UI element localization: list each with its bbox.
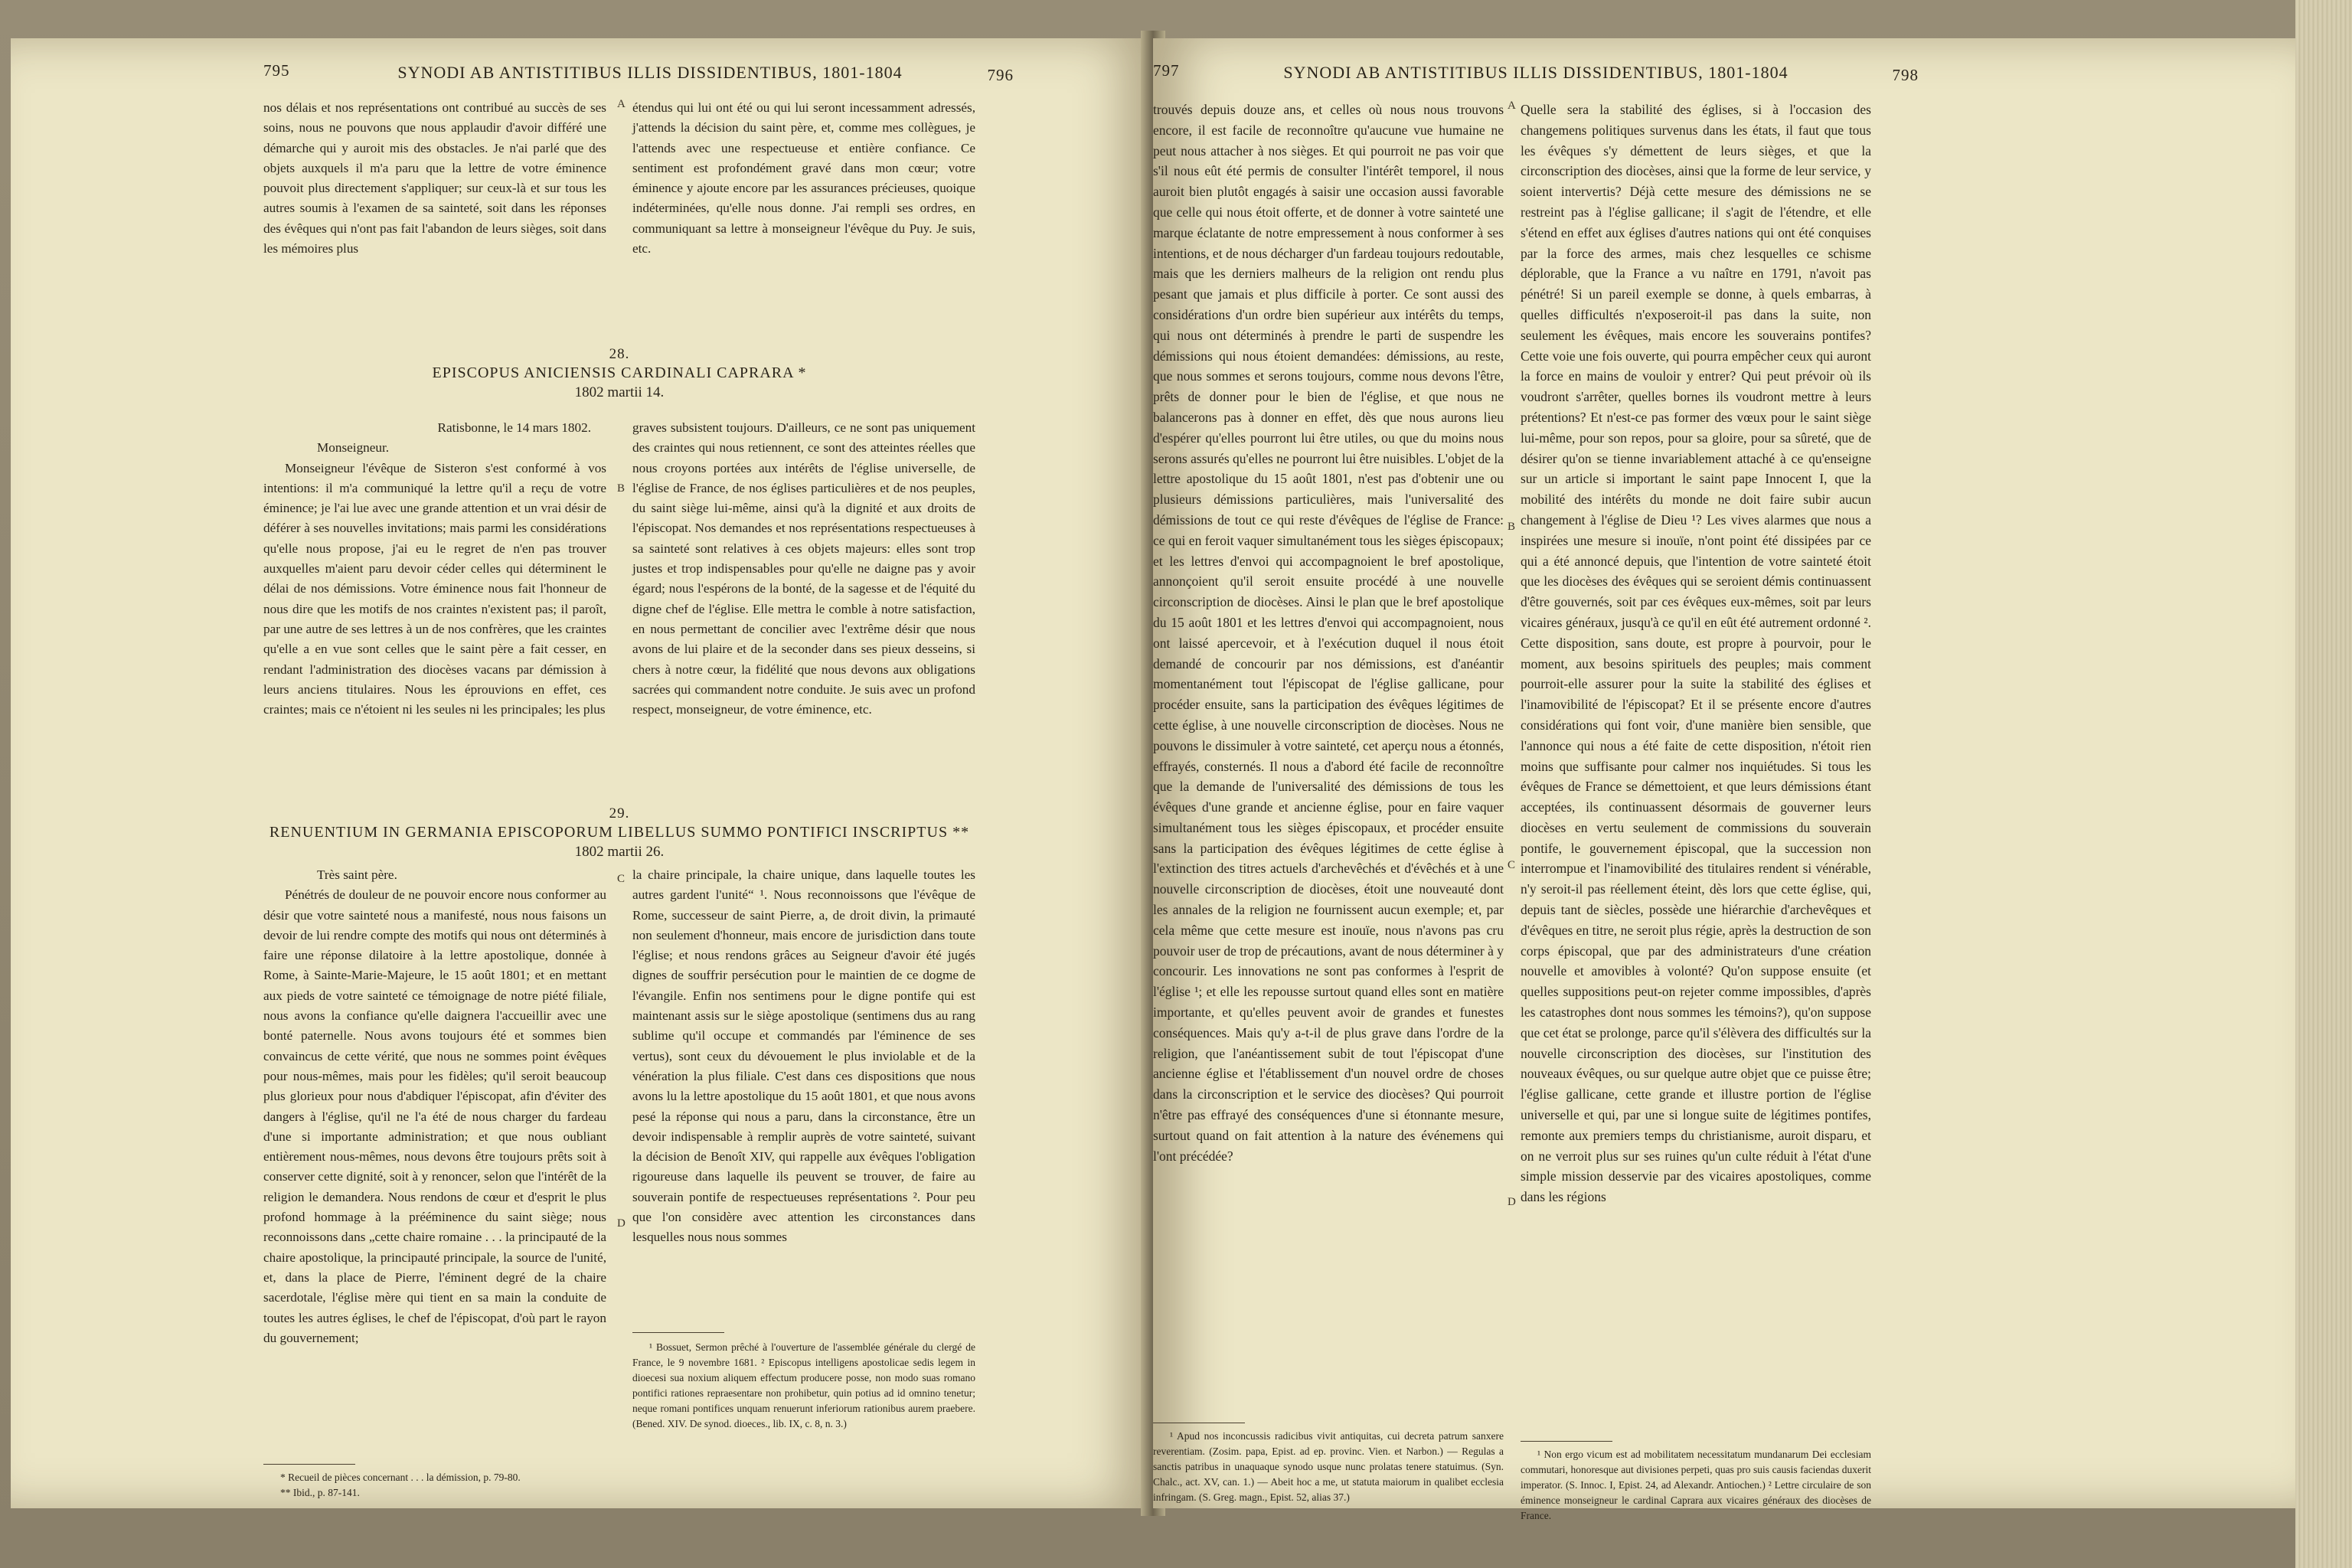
doc28-heading (263, 345, 975, 402)
doc29-salutation: Très saint père. (317, 867, 397, 882)
margin-letter-b: B (617, 482, 626, 495)
left-top-col-b (632, 98, 975, 259)
footnote: ¹ Non ergo vicum est ad mobilitatem necessitatum mundanarum Dei ecclesiam commutari, honoresque aut divisiones perpeti, quas pro suis causis faciendas duxerit imperator. (S. Innoc. I, Epist. 24, ad Alexandr. Antiochen.) ² Lettre circulaire de son éminence monseigneur le cardinal Caprara aux vicaires généraux des diocèses de France. (1521, 1449, 1871, 1521)
doc28-col-a (263, 418, 606, 720)
page-number-797: 797 (1153, 61, 1180, 80)
margin-letter-c: C (617, 873, 626, 885)
footnote-rule (632, 1332, 724, 1333)
doc28-date: 1802 martii 14. (574, 384, 665, 400)
doc29-number: 29. (609, 805, 630, 822)
doc28-place: Ratisbonne, le 14 mars 1802. (437, 420, 591, 435)
doc28-col-b (632, 418, 975, 720)
doc29-col-a (263, 865, 606, 1348)
right-running-num-right (1842, 55, 1949, 86)
footnote: ¹ Apud nos inconcussis radicibus vivit antiquitas, cui decreta patrum sanxere reverentiam. (Zosim. papa, Epist. ad ep. provinc. Vien. et Narbon.) — Regulas a sanctis patribus in unaquaque synodo usque nunc prolatas tenere statuimus. (Syn. Chalc., act. XV, can. 1.) — Abeit hoc a me, ut statuta maiorum in qualibet ecclesia infringam. (S. Greg. magn., Epist. 52, alias 37.) (1153, 1430, 1504, 1503)
left-running-title: SYNODI AB ANTISTITIBUS ILLIS DISSIDENTIBUS, 1801-1804 (397, 63, 903, 82)
margin-letter-d: D (617, 1217, 626, 1230)
right-running-title: SYNODI AB ANTISTITIBUS ILLIS DISSIDENTIBUS, 1801-1804 (1283, 63, 1788, 82)
footnote-rule (263, 1464, 355, 1465)
paragraph: Monseigneur l'évêque de Sisteron s'est conformé à vos intentions: il m'a communiqué la lettre qu'il a reçu de votre éminence; je l'ai lue avec une grande attention et un vrai désir de déférer à ses nouvelles invitations; mais parmi les considérations qu'elle nous propose, j'ai eu le regret de n'en pas trouver auxquelles m'aient paru devoir céder celles qui déterminent le délai de nos démissions. Votre éminence nous fait l'honneur de nous dire que les motifs de nos craintes n'existent pas; il paroît, par une autre de ses lettres à un de nos confrères, que les craintes qu'elle a en vue sont celles que le saint père a fait cesser, en rendant l'administration des diocèses vacans par démission à leurs anciens titulaires. Nous les éprouvions en effet, ces craintes; mais ce n'étoient ni les seules ni les principales; les plus (263, 460, 606, 717)
right-page (1153, 38, 2295, 1521)
book-page-edges (2295, 0, 2352, 1568)
page-number-796: 796 (987, 66, 1014, 84)
page-number-798: 798 (1892, 66, 1919, 84)
margin-letter-a: A (1508, 100, 1516, 112)
paragraph: la chaire principale, la chaire unique, dans laquelle toutes les autres gardent l'unité“ ¹. Nous reconnoissons que l'évêque de Rome, successeur de saint Pierre, a, de droit divin, la primauté non seulement d'honneur, mais encore de jurisdiction dans toute l'église; et nous rendons grâces au Seigneur d'avoir été jugés dignes de souffrir persécution pour le maintien de ce dogme de l'évangile. Enfin nos sentimens pour le digne pontife qui est maintenant assis sur le siège apostolique (sentimens dus au rang sublime qu'il occupe et commandés par l'éminence de ses vertus), sont ceux du dévouement le plus inviolable et de la vénération la plus filiale. C'est dans ces dispositions que nous avons lu la lettre apostolique du 15 août 1801, et que nous avons pesé la réponse qui nous a paru, dans la circonstance, être un devoir indispensable à remplir auprès de votre sainteté, suivant la décision de Benoît XIV, qui rappelle aux évêques l'obligation rigoureuse dans laquelle ils peuvent se trouver, de faire au souverain pontife de respectueuses représentations ². Pour peu que l'on considère avec attention les circonstances dans lesquelles nous nous sommes (632, 867, 975, 1245)
footnote: ** Ibid., p. 87-141. (280, 1487, 360, 1498)
left-running-title-wrap (390, 55, 910, 86)
right-footnotes-a (1153, 1429, 1504, 1505)
left-footnotes-b (632, 1340, 975, 1432)
paragraph: Quelle sera la stabilité des églises, si à l'occasion des changemens politiques survenus dans les états, il faut que tous les évêques s'y démettent de leurs sièges, et que la circonscription des diocèses, ainsi que la forme de leur service, y soient intervertis? Déjà cette mesure des démissions ne se restreint pas à l'église gallicane; il s'agit de l'étendre, et elle s'étend en effet aux églises d'autres nations qui ont été conquises par la force des armes, mais chez lesquelles ce schisme déplorable, que la France a vu naître en 1791, n'avoit pas pénétré! Si un pareil exemple se donne, à quels embarras, à quelles difficultés n'exposeroit-il pas dans la suite, non seulement les évêques, mais encore les souverains pontifes? Cette voie une fois ouverte, qui pourra empêcher ceux qui auront la force en mains de vouloir y entrer? Qui peut prévoir où ils voudront s'arrêter, quelles bornes ils voudront mettre à leurs prétentions? Et n'est-ce pas former des vœux pour le saint siège lui-même, pour son repos, pour sa gloire, pour sa sûreté, que de désirer qu'on se tienne invariablement attaché à ce qu'enseigne sur un article si important le saint pape Innocent I, que la mobilité des intérêts du monde ne doit faire subir aucun changement à l'église de Dieu ¹? Les vives alarmes que nous a inspirées une mesure si inouïe, n'ont point été dissipées par ce qui a été annoncé depuis, que l'intention de votre sainteté étoit que les diocèses des évêques qui se seroient démis continuassent d'être gouvernés, soit par ces évêques eux-mêmes, soit par leurs vicaires généraux, jusqu'à ce qu'il en eût été autrement ordonné ². Cette disposition, sans doute, est propre à pourvoir, pour le moment, aux besoins spirituels des peuples; mais comment pourroit-elle assurer pour la suite la stabilité des églises et l'inamovibilité de l'épiscopat? Et il se présente encore d'autres considérations qui font voir, d'une manière bien sensible, que l'annonce qui nous a été faite de cette disposition, n'étoit rien moins que suffisante pour calmer nos inquiétudes. Si tous les évêques de France se démettoient, et que leurs démissions étant acceptées, ils continuassent désormais de gouverner leurs diocèses en vertu seulement de commissions du souverain pontife, le gouvernement épiscopal, que la succession non interrompue et l'inamovibilité des titulaires rendent si vénérable, n'y seroit-il pas réellement éteint, dès lors que cette église, qui, depuis tant de siècles, possède une hiérarchie d'archevêques et d'évêques en titre, ne seroit plus régie, après la destruction de son corps épiscopal, que par des administrateurs d'une création nouvelle et amovibles à volonté? Qu'on suppose ensuite (et quelles suppositions peut-on rejeter comme impossibles, d'après les catastrophes dont nous sommes les témoins?), qu'on suppose que cet état se prolonge, parce qu'il s'élèvera des difficultés sur la nouvelle circonscription des diocèses, sur l'institution des nouveaux évêques, ou sur quelque autre objet que ce puisse être; l'église gallicane, cette grande et illustre portion de l'église universelle et qui, par une si longue suite de légitimes pontifes, remonte aux premiers temps du christianisme, auroit disparu, et on ne verroit plus sur ses ruines qu'un culte réduit à l'état d'une simple mission desservie par des vicaires apostoliques, comme dans les régions (1521, 102, 1871, 1205)
doc29-title: RENUENTIUM IN GERMANIA EPISCOPORUM LIBELLUS SUMMO PONTIFICI INSCRIPTUS ** (269, 824, 970, 841)
margin-letter-c: C (1508, 859, 1516, 871)
margin-letter-b: B (1508, 521, 1516, 533)
doc28-salutation: Monseigneur. (317, 440, 390, 456)
doc28-title: EPISCOPUS ANICIENSIS CARDINALI CAPRARA * (432, 364, 807, 381)
paragraph: Pénétrés de douleur de ne pouvoir encore nous conformer au désir que votre sainteté nous a manifesté, nous nous faisons un devoir de lui rendre compte des motifs qui nous ont déterminés à faire une réponse dilatoire à la lettre apostolique, donnée à Rome, à Sainte-Marie-Majeure, le 15 août 1801; et en mettant aux pieds de votre sainteté ce témoignage de notre piété filiale, nous avons la confiance qu'elle daignera l'accueillir avec une bonté paternelle. Nous avons toujours été et sommes bien convaincus de cette vérité, que nous ne sommes point évêques pour nous-mêmes, mais pour les fidèles; qu'il seroit beaucoup plus glorieux pour nous d'abdiquer l'épiscopat, afin d'éviter des dangers à l'église, qu'il ne l'a été de nous charger du fardeau d'une si importante administration; et que nous oubliant entièrement nous-mêmes, nous devons être toujours prêts soit à conserver cette dignité, soit à y renoncer, selon que l'intérêt de la religion le demandera. Nous rendons de cœur et d'esprit le plus profond hommage à la prééminence du saint siège; nous reconnoissons dans „cette chaire romaine . . . la principauté de la chaire apostolique, la principauté principale, la source de l'unité, et, dans la place de Pierre, l'éminent degré de la chaire sacerdotale, l'église mère qui tient en sa main la conduite de toutes les autres églises, le chef de l'épiscopat, d'où part le rayon du gouvernement; (263, 887, 606, 1345)
doc29-col-b (632, 865, 975, 1248)
paragraph: graves subsistent toujours. D'ailleurs, ce ne sont pas uniquement des craintes qui nous retiennent, ce sont des atteintes réelles que nous croyons portées aux intérêts de l'église universelle, de l'église de France, de nos églises particulières et de nos peuples, du saint siège lui-même, ainsi qu'à la dignité et aux droits de l'épiscopat. Nos demandes et nos représentations respectueuses à sa sainteté sont relatives à ces objets majeurs: elles sont trop justes et trop indispensables pour qu'elle ne daigne pas y avoir égard; nous l'espérons de la bonté, de la sagesse et de l'équité du digne chef de l'église. Elle mettra le comble à notre satisfaction, en nous permettant de concilier avec l'extrême désir que nous avons de lui plaire et de la seconder dans ses pieux desseins, si chers à notre cœur, la fidélité que nous devons aux obligations sacrées qui commandent notre conduite. Je suis avec un profond respect, monseigneur, de votre éminence, etc. (632, 420, 975, 717)
right-footnotes-b (1521, 1447, 1871, 1524)
left-top-col-a (263, 98, 606, 259)
right-col-b (1521, 100, 1871, 1207)
footnote: * Recueil de pièces concernant . . . la démission, p. 79-80. (280, 1472, 521, 1483)
right-running-title-wrap (1153, 55, 1919, 86)
left-page (11, 38, 1153, 1508)
left-footnotes-a (263, 1470, 606, 1501)
doc29-date: 1802 martii 26. (574, 844, 665, 860)
footnote-rule (1521, 1441, 1612, 1442)
paragraph: trouvés depuis douze ans, et celles où nous nous trouvons encore, il est facile de reconnoître qu'aucune vue humaine ne peut nous attacher à nos sièges. Et qui pourroit ne pas voir que s'il nous eût été permis de consulter l'intérêt temporel, il nous auroit bien plutôt engagés à saisir une occasion aussi favorable que celle qui nous étoit offerte, et de donner à votre sainteté une marque éclatante de notre empressement à nous conformer à ses intentions, et de nous décharger d'un fardeau toujours redoutable, mais que les derniers malheurs de la religion ont rendu plus pesant que jamais et plus difficile à porter. Ce sont aussi des considérations d'un ordre bien supérieur aux intérêts du temps, qui nous ont déterminés à prendre le parti de suspendre les démissions qui nous étoient demandées: démissions, au reste, que nous sommes et serons toujours, comme nous devons l'être, prêts de donner pour le bien de l'église, et que nous ne balancerons pas à donner en effet, dès que nous aurons lieu d'espérer qu'elles pourront lui être utiles, ou que du moins nous serons assurés qu'elles ne pourront lui être nuisibles. L'objet de la lettre apostolique du 15 août 1801, n'est pas d'obtenir une ou plusieurs démissions particulières, mais l'universalité des démissions de tout ce qui reste d'évêques de l'église de France: ce qui en feroit vaquer simultanément tous les sièges épiscopaux; et les lettres d'envoi qui accompagnoient le bref apostolique, annonçoient qu'il seroit ensuite procédé à une nouvelle circonscription de diocèses. Ainsi le plan que le bref apostolique du 15 août 1801 et les lettres d'envoi qui accompagnoient, nous ont laissé apercevoir, et à l'exécution duquel il nous étoit demandé de concourir par nos démissions, est d'anéantir momentanément tout l'épiscopat de l'église gallicane, pour procéder ensuite, sans la participation des évêques légitimes de cette église, à une nouvelle circonscription de diocèses. Nous ne pouvons le dissimuler à votre sainteté, cet aperçu nous a étonnés, effrayés, consternés. Il nous a d'abord été facile de reconnoître que la demande de l'universalité des démissions de tous les évêques d'une grande et ancienne église, pour en faire vaquer simultanément tous les sièges épiscopaux, et procéder ensuite sans la participation des évêques légitimes de cette église à l'extinction des titres actuels d'archevêchés et d'évêchés et à une nouvelle circonscription de diocèses, étoit une nouveauté dont les annales de la religion ne fournissent aucun exemple; et, par cela même que cette mesure est inouïe, nous n'avons pas cru pouvoir user de trop de précautions, avant de nous déterminer à y concourir. Les innovations ne sont pas conformes à l'esprit de l'église ¹; et elle les repousse surtout quand elles sont en matière importante, et qu'elles peuvent avoir de grandes et funestes conséquences. Mais qu'y a-t-il de plus grave dans l'ordre de la religion, que l'anéantissement subit de tout l'épiscopat d'une ancienne église et l'établissement d'un nouvel ordre de choses dans la circonscription et le service des diocèses? Qui pourroit n'être pas effrayé des conséquences d'une si étonnante mesure, surtout quand on fait attention à la nature des événemens qui l'ont précédée? (1153, 102, 1504, 1164)
margin-letter-a: A (617, 98, 626, 110)
footnote: ¹ Bossuet, Sermon prêché à l'ouverture de l'assemblée générale du clergé de France, le 9 novembre 1681. ² Episcopus intelligens apostolicae sedis legem in dioecesi sua noxium aliquem effectum producere posse, non modo suas romano pontifici rationes repraesentare non prohibetur, quin potius ad id omnino tenetur; neque romani pontifices unquam renuerunt inferiorum rationibus aurem praebere. (Bened. XIV. De synod. dioeces., lib. IX, c. 8, n. 3.) (632, 1341, 975, 1429)
doc28-number: 28. (609, 346, 630, 362)
left-running-num (968, 55, 1014, 86)
margin-letter-d: D (1508, 1196, 1516, 1208)
paragraph: nos délais et nos représentations ont contribué au succès de ses soins, nous ne pouvons que nous applaudir d'avoir différé une démarche qui y auroit mis des obstacles. Je n'ai parlé que des objets auxquels il m'a paru que la lettre de votre éminence pouvoit plus directement s'appliquer; sur ceux-là et sur tous les autres soumis à l'examen de sa sainteté, soit dans les réponses des évêques qui n'ont pas fait l'abandon de leurs sièges, soit dans les mémoires plus (263, 100, 606, 256)
doc29-heading (263, 804, 975, 861)
page-number-795: 795 (263, 61, 290, 80)
paragraph: étendus qui lui ont été ou qui lui seront incessamment adressés, j'attends la décision du saint père, et, comme mes collègues, je l'attends avec une respectueuse et entière confiance. Ce sentiment est profondément gravé dans mon cœur; votre éminence y ajoute encore par les assurances précieuses, quoique indéterminées, qu'elle nous donne. J'ai rempli ses ordres, en communiquant sa lettre à monseigneur l'évêque du Puy. Je suis, etc. (632, 100, 975, 256)
right-col-a (1153, 100, 1504, 1166)
